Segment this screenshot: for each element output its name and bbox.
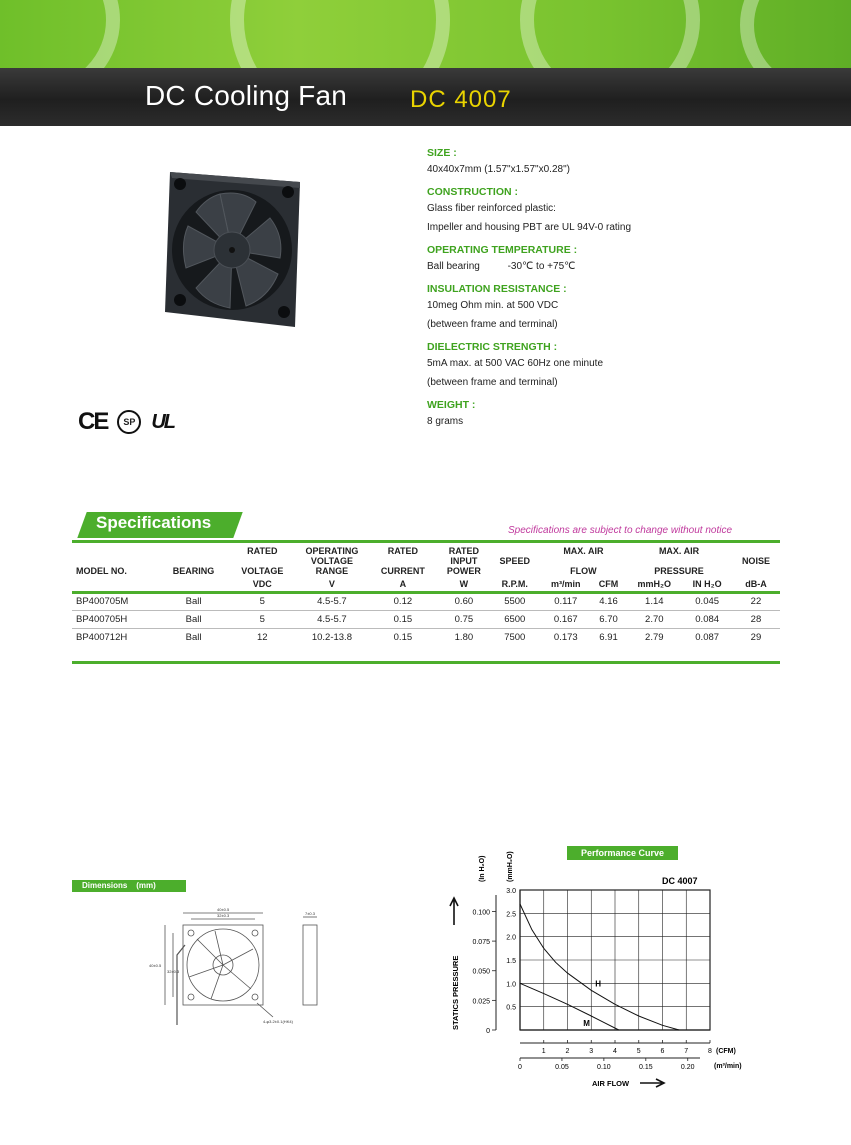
dim-label: 32±0.3: [167, 969, 180, 974]
table-cell: 0.60: [454, 596, 474, 607]
y-tick-mm: 3.0: [506, 888, 516, 895]
unit-cell: VDC: [252, 579, 272, 590]
y-tick-mm: 2.0: [506, 934, 516, 942]
table-row: [72, 610, 780, 628]
y-tick-in: 0: [486, 1028, 490, 1035]
dim-label: 40±0.5: [217, 907, 230, 912]
col-model: MODEL NO.: [76, 566, 127, 576]
x-tick-m3: 0: [518, 1064, 522, 1071]
col-bearing: BEARING: [172, 566, 215, 576]
dimension-drawing: [145, 905, 345, 1035]
spec-value: 40x40x7mm (1.57"x1.57"x0.28"): [427, 164, 570, 175]
unit-cell: dB-A: [745, 579, 767, 590]
dimensions-unit: (mm): [136, 881, 156, 890]
specifications-table: [72, 544, 780, 646]
table-cell: 2.70: [645, 613, 664, 625]
spec-value: Impeller and housing PBT are UL 94V-0 rating: [427, 222, 632, 233]
table-cell: 10.2-13.8: [311, 631, 352, 643]
table-row: [72, 628, 780, 646]
performance-chart: [440, 840, 760, 1100]
chart-title: DC 4007: [662, 876, 698, 886]
table-cell: 7500: [504, 631, 526, 643]
col-max-air-pressure-label: MAX. AIR: [658, 546, 700, 556]
x-tick-cfm: 6: [660, 1048, 665, 1055]
x-axis-arrow-icon: [640, 1079, 664, 1087]
x-tick-m3: 0.20: [680, 1064, 695, 1071]
col-input-power: RATED INPUT POWER: [446, 546, 481, 576]
y-tick-mm: 1.5: [506, 958, 516, 965]
spec-value: 10meg Ohm min. at 500 VDC: [427, 300, 559, 311]
table-cell: 0.75: [454, 613, 474, 625]
y-tick-in: 0.025: [472, 998, 490, 1006]
header-artwork: [0, 0, 851, 70]
y-tick-mm: 1.0: [506, 981, 516, 989]
table-cell: BP400705M: [76, 596, 129, 607]
table-row: [72, 592, 780, 610]
dimensions-banner: [72, 880, 186, 892]
unit-cell: m³/min: [551, 579, 581, 590]
table-bottom-rule: [72, 661, 780, 664]
unit-cell: CFM: [598, 579, 619, 590]
x-tick-m3: 0.10: [597, 1064, 611, 1071]
col-current-sub: CURRENT: [380, 566, 425, 576]
dimensions-banner-label: Dimensions: [82, 881, 128, 890]
table-cell: 6500: [504, 613, 526, 625]
x-tick-cfm: 1: [541, 1048, 546, 1055]
spec-value: (between frame and terminal): [427, 319, 558, 330]
spec-value: (between frame and terminal): [427, 377, 558, 388]
col-op-voltage: OPERATING VOLTAGE RANGE: [305, 546, 359, 576]
x-tick-cfm: 3: [589, 1048, 594, 1055]
spec-value: 5mA max. at 500 VAC 60Hz one minute: [427, 358, 604, 369]
unit-cell: mmH₂O: [637, 579, 672, 590]
table-cell: 29: [750, 631, 762, 643]
table-cell: Ball: [185, 596, 202, 607]
table-cell: 2.79: [645, 631, 664, 643]
page-title: DC Cooling Fan: [145, 80, 347, 111]
table-cell: 6.70: [599, 613, 618, 625]
y-unit-right: (mmH₂O): [507, 851, 514, 882]
y-axis-label: STATICS PRESSURE: [451, 955, 460, 1030]
col-max-air-pressure: [626, 544, 732, 578]
unit-cell: R.P.M.: [501, 579, 528, 590]
y-tick-in: 0.075: [472, 939, 490, 947]
spec-heading: CONSTRUCTION :: [427, 186, 518, 198]
table-cell: 1.14: [645, 596, 664, 607]
x-unit-m3: (m³/min): [714, 1063, 742, 1070]
table-cell: 0.15: [393, 631, 413, 643]
fan-photo: [160, 162, 310, 332]
csa-mark-icon: SP: [117, 410, 141, 434]
table-cell: BP400712H: [76, 631, 128, 643]
table-cell: 0.117: [554, 596, 578, 607]
spec-heading: SIZE :: [427, 147, 457, 159]
table-cell: 0.15: [393, 613, 413, 625]
table-cell: BP400705H: [76, 613, 128, 625]
col-max-air-flow: [541, 544, 627, 578]
unit-cell: [159, 578, 227, 592]
table-cell: 0.087: [695, 631, 720, 643]
table-cell: 0.167: [553, 613, 578, 625]
specifications-banner: Specifications: [96, 513, 212, 532]
col-speed: SPEED: [499, 556, 531, 566]
x-tick-cfm: 2: [565, 1048, 570, 1055]
dim-label: 40±0.5: [149, 963, 162, 968]
y-tick-mm: 2.5: [506, 911, 516, 919]
x-axis-label: AIR FLOW: [592, 1079, 630, 1088]
unit-cell: [72, 578, 159, 592]
dim-label: 4-φ3.2±0.1(HK4): [263, 1019, 293, 1024]
table-cell: 28: [750, 613, 762, 625]
col-rated-current: [367, 544, 439, 578]
x-tick-cfm: 4: [613, 1048, 617, 1055]
x-tick-cfm: 5: [636, 1048, 641, 1055]
x-tick-cfm: 7: [684, 1048, 689, 1055]
table-cell: 0.084: [695, 613, 720, 625]
spec-value: 8 grams: [427, 416, 464, 427]
y-axis-arrow-icon: [450, 898, 458, 925]
table-cell: Ball: [185, 613, 202, 625]
col-max-air-flow-label: MAX. AIR: [563, 546, 604, 556]
table-cell: Ball: [185, 631, 202, 643]
spec-value: Ball bearing -30℃ to +75℃: [427, 261, 576, 272]
dim-label: 7±0.3: [305, 911, 315, 916]
y-tick-mm: 0.5: [506, 1004, 516, 1012]
table-cell: 4.5-5.7: [317, 596, 347, 607]
x-tick-m3: 0.05: [555, 1064, 569, 1071]
performance-banner: Performance Curve: [567, 846, 678, 860]
table-cell: 5: [259, 596, 265, 607]
series-label: H: [595, 979, 602, 989]
unit-cell: A: [399, 579, 407, 590]
certification-marks: [78, 408, 174, 436]
unit-cell: W: [459, 579, 469, 590]
ce-mark-icon: CE: [78, 408, 108, 435]
y-tick-in: 0.100: [472, 909, 490, 917]
table-cell: 0.12: [393, 596, 413, 607]
spec-heading: WEIGHT :: [427, 399, 476, 411]
series-label: M: [583, 1019, 590, 1028]
table-cell: 0.173: [553, 631, 578, 643]
table-cell: 4.5-5.7: [317, 613, 347, 625]
col-flow-sub: FLOW: [570, 566, 597, 576]
specifications-notice: Specifications are subject to change without notice: [508, 525, 733, 536]
table-cell: 0.045: [695, 596, 720, 607]
spec-list: [427, 146, 807, 431]
spec-heading: DIELECTRIC STRENGTH :: [427, 341, 558, 353]
x-unit-cfm: (CFM): [716, 1048, 736, 1055]
dim-label: 32±0.3: [217, 913, 230, 918]
y-tick-in: 0.050: [472, 968, 490, 976]
table-cell: 5: [259, 613, 265, 625]
table-cell: 4.16: [599, 596, 618, 607]
col-voltage-sub: VOLTAGE: [241, 566, 284, 576]
col-rated-current-label: RATED: [387, 546, 419, 556]
x-tick-cfm: 8: [708, 1048, 712, 1055]
spec-value: Glass fiber reinforced plastic:: [427, 203, 556, 214]
table-cell: 6.91: [599, 631, 618, 643]
table-cell: 5500: [504, 596, 526, 607]
unit-cell: IN H₂O: [692, 579, 722, 590]
col-rated-voltage: [228, 544, 297, 578]
col-pressure-sub: PRESSURE: [654, 566, 704, 576]
x-tick-m3: 0.15: [638, 1064, 653, 1071]
ul-mark-icon: UL: [151, 410, 175, 433]
table-cell: 12: [257, 631, 268, 643]
col-noise: NOISE: [741, 556, 770, 566]
table-cell: 22: [750, 596, 762, 607]
spec-heading: INSULATION RESISTANCE :: [427, 283, 567, 295]
table-top-rule: [72, 540, 780, 543]
col-rated-voltage-label: RATED: [247, 546, 278, 556]
unit-cell: V: [328, 579, 335, 590]
model-title: DC 4007: [410, 86, 512, 113]
y-unit-left: (In H₂O): [479, 855, 486, 882]
table-cell: 1.80: [454, 631, 474, 643]
spec-heading: OPERATING TEMPERATURE :: [427, 244, 578, 256]
